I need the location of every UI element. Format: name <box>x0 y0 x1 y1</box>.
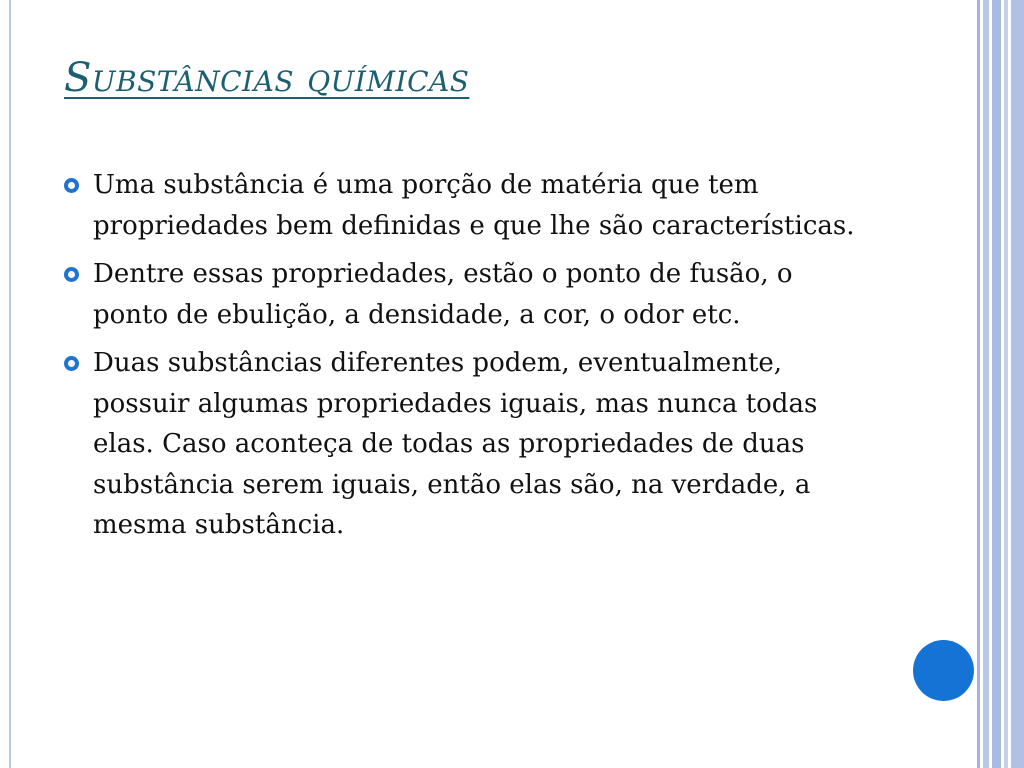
ring-bullet-icon <box>64 267 79 282</box>
decorative-stripe <box>983 0 989 768</box>
decorative-circle <box>913 640 974 701</box>
decorative-stripe <box>1011 0 1024 768</box>
ring-bullet-icon <box>64 178 79 193</box>
bullet-list <box>60 165 860 554</box>
slide-title: Substâncias químicas <box>64 55 470 101</box>
ring-bullet-icon <box>64 356 79 371</box>
decorative-stripe <box>977 0 980 768</box>
decorative-stripe <box>992 0 1001 768</box>
left-border-line <box>9 0 11 768</box>
bullet-item <box>60 254 860 335</box>
bullet-item <box>60 165 860 246</box>
bullet-item <box>60 343 860 546</box>
bullet-text: Uma substância é uma porção de matéria que tem propriedades bem definidas e que lhe são características. <box>93 170 855 241</box>
decorative-stripe <box>1004 0 1008 768</box>
bullet-text: Dentre essas propriedades, estão o ponto de fusão, o ponto de ebulição, a densidade, a cor, o odor etc. <box>93 259 793 330</box>
bullet-text: Duas substâncias diferentes podem, eventualmente, possuir algumas propriedades iguais, mas nunca todas elas. Caso aconteça de todas as propriedades de duas substância serem iguais, então elas são, na verdade, a mesma substância. <box>93 348 818 540</box>
